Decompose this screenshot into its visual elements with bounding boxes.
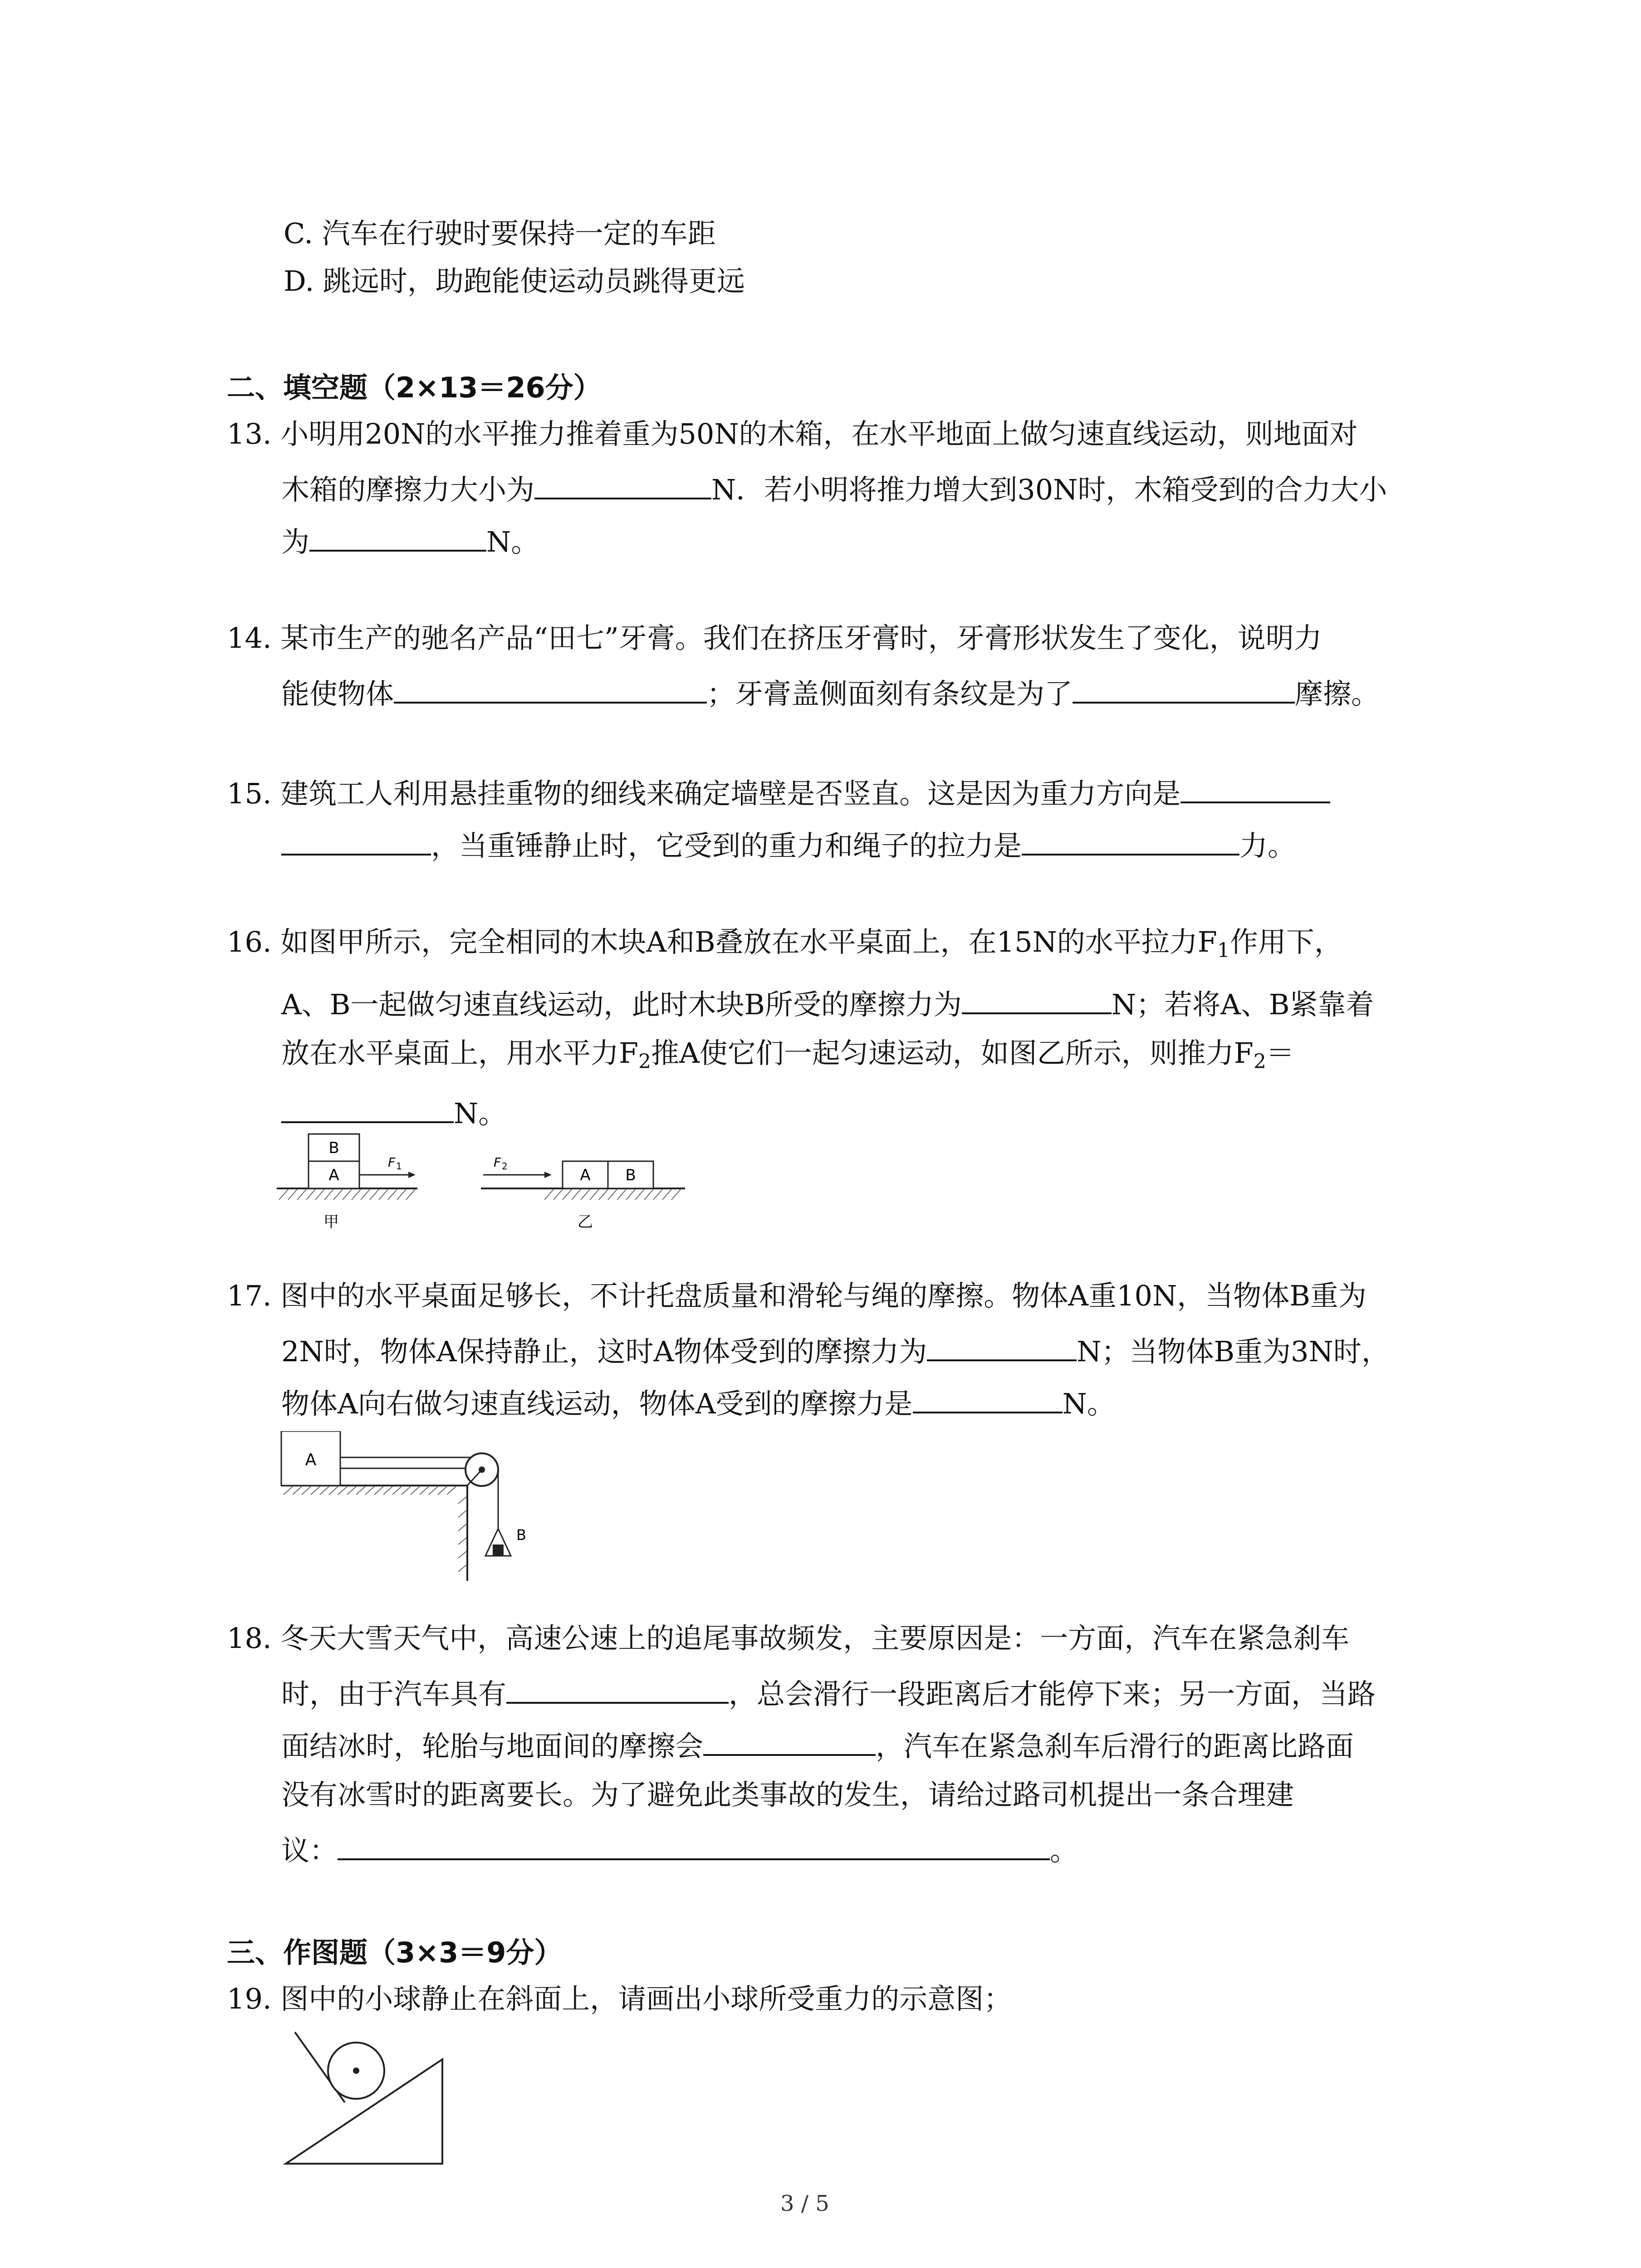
q18-blank3[interactable] xyxy=(338,1830,1050,1860)
page-number: 3 / 5 xyxy=(780,2191,829,2216)
q13-line1: 13. 小明用20N的水平推力推着重为50N的木箱，在水平地面上做匀速直线运动，则地面对 xyxy=(227,417,1358,450)
q17-line3: 物体A向右做匀速直线运动，物体A受到的摩擦力是 N。 xyxy=(281,1383,1115,1421)
q15-blank1b[interactable] xyxy=(281,826,431,855)
q13-blank1[interactable] xyxy=(534,469,711,499)
fig-jia xyxy=(277,1134,417,1231)
svg-text:2: 2 xyxy=(502,1161,508,1172)
q15-line1: 15. 建筑工人利用悬挂重物的细线来确定墙壁是否竖直。这是因为重力方向是 xyxy=(227,773,1330,811)
q18-line5: 议： 。 xyxy=(281,1830,1078,1867)
q16-line2: A、B一起做匀速直线运动，此时木块B所受的摩擦力为 N；若将A、B紧靠着 xyxy=(281,984,1374,1022)
svg-text:A: A xyxy=(328,1166,339,1184)
q15-line2: ，当重锤静止时，它受到的重力和绳子的拉力是 力。 xyxy=(281,826,1296,863)
q18-line2: 时，由于汽车具有 ，总会滑行一段距离后才能停下来；另一方面，当路 xyxy=(281,1674,1376,1711)
q16-figure xyxy=(272,1125,708,1243)
q18-line3: 面结冰时，轮胎与地面间的摩擦会 ，汽车在紧急刹车后滑行的距离比路面 xyxy=(281,1726,1354,1763)
svg-text:A: A xyxy=(580,1166,591,1184)
q17-line1: 17. 图中的水平桌面足够长，不计托盘质量和滑轮与绳的摩擦。物体A重10N，当物体B重为 xyxy=(227,1279,1367,1312)
svg-text:B: B xyxy=(625,1166,636,1184)
q18-blank1[interactable] xyxy=(506,1674,729,1704)
q14-line2: 能使物体 ；牙膏盖侧面刻有条纹是为了 摩擦。 xyxy=(281,674,1379,711)
svg-text:1: 1 xyxy=(396,1161,402,1172)
q16-blank2[interactable] xyxy=(281,1093,454,1123)
section-draw-heading: 三、作图题（3×3＝9分） xyxy=(227,1936,563,1969)
q18-blank2[interactable] xyxy=(703,1726,876,1756)
q15-blank1a[interactable] xyxy=(1181,773,1330,803)
q14-blank2[interactable] xyxy=(1073,674,1295,704)
q16-line3: 放在水平桌面上，用水平力$F_2$推A使它们一起匀速运动，如图乙所示，则推力$F_2=$ xyxy=(281,1036,1294,1073)
q17-blank2[interactable] xyxy=(913,1383,1063,1413)
q16-line4: N。 xyxy=(281,1093,506,1130)
svg-text:B: B xyxy=(516,1526,526,1544)
q18-line4: 没有冰雪时的距离要长。为了避免此类事故的发生，请给过路司机提出一条合理建 xyxy=(281,1778,1294,1811)
q19-line1: 19. 图中的小球静止在斜面上，请画出小球所受重力的示意图； xyxy=(227,1982,1012,2015)
q13-line3: 为 N。 xyxy=(281,522,539,559)
q15-blank2[interactable] xyxy=(1022,826,1239,855)
section-fill-heading: 二、填空题（2×13＝26分） xyxy=(227,371,602,404)
svg-text:F: F xyxy=(388,1155,396,1170)
q19-figure xyxy=(281,2019,454,2168)
q14-line1: 14. 某市生产的驰名产品“田七”牙膏。我们在挤压牙膏时，牙膏形状发生了变化，说明力 xyxy=(227,621,1322,655)
q17-blank1[interactable] xyxy=(927,1331,1077,1361)
svg-text:A: A xyxy=(305,1451,317,1469)
q16-line1: 16. 如图甲所示，完全相同的木块A和B叠放在水平桌面上，在15N的水平拉力$F_1$作用下， xyxy=(227,925,1342,962)
q16-blank1[interactable] xyxy=(962,984,1112,1014)
option-d: D. 跳远时，助跑能使运动员跳得更远 xyxy=(284,264,745,298)
option-c: C. 汽车在行驶时要保持一定的车距 xyxy=(284,217,716,250)
svg-text:乙: 乙 xyxy=(578,1213,593,1231)
svg-text:B: B xyxy=(328,1139,339,1157)
svg-text:F: F xyxy=(494,1155,501,1170)
q18-line1: 18. 冬天大雪天气中，高速公速上的追尾事故频发，主要原因是：一方面，汽车在紧急刹车 xyxy=(227,1622,1350,1655)
q13-blank2[interactable] xyxy=(309,522,486,552)
fig-yi xyxy=(481,1155,685,1231)
q17-line2: 2N时，物体A保持静止，这时A物体受到的摩擦力为 N；当物体B重为3N时， xyxy=(281,1331,1390,1369)
svg-text:甲: 甲 xyxy=(323,1213,339,1231)
q14-blank1[interactable] xyxy=(394,674,707,704)
q17-figure xyxy=(272,1431,544,1585)
q13-line2: 木箱的摩擦力大小为 N．若小明将推力增大到30N时，木箱受到的合力大小 xyxy=(281,469,1387,507)
